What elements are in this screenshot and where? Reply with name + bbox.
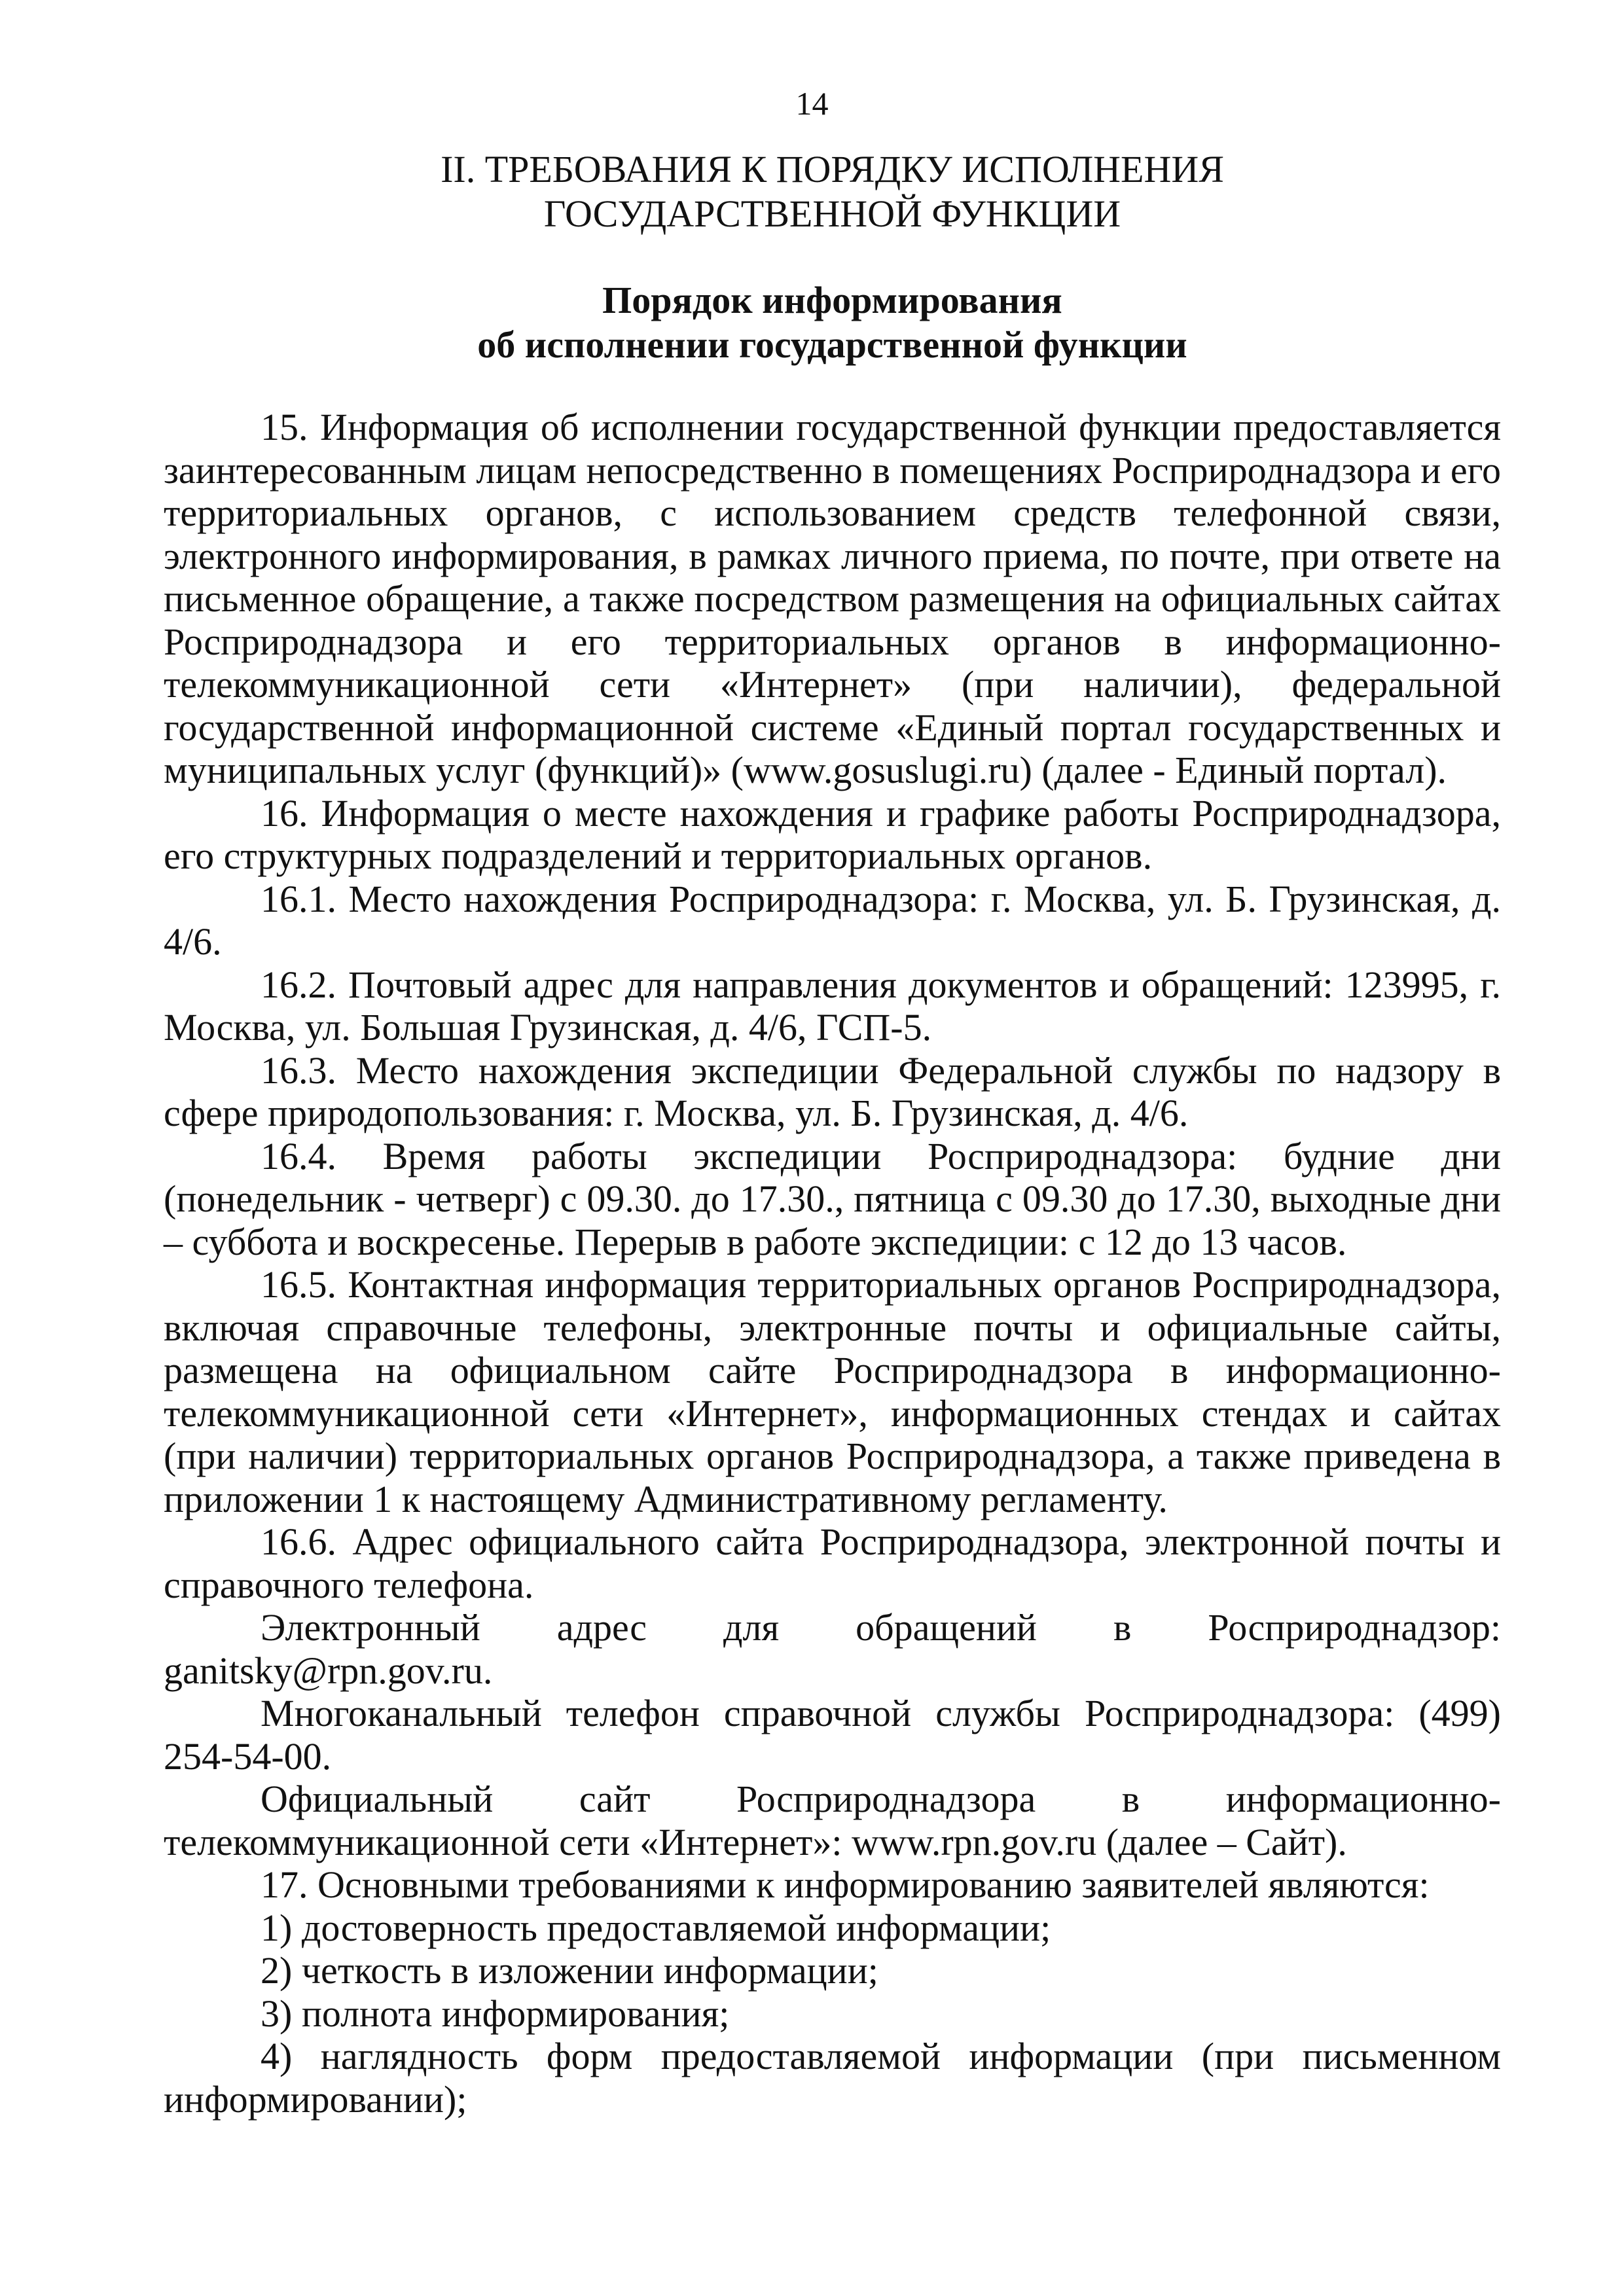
section-title-line-2: ГОСУДАРСТВЕННОЙ ФУНКЦИИ — [543, 192, 1121, 235]
list-item-4: 4) наглядность форм предоставляемой информации (при письменном информировании); — [164, 2035, 1501, 2121]
paragraph-17: 17. Основными требованиями к информированию заявителей являются: — [261, 1863, 1430, 1906]
subsection-title-line-1: Порядок информирования — [602, 279, 1062, 321]
paragraph-email: Электронный адрес для обращений в Росприроднадзор: ganitsky@rpn.gov.ru. — [164, 1606, 1501, 1692]
subsection-title — [164, 278, 1501, 367]
paragraph-16-6: 16.6. Адрес официального сайта Росприроднадзора, электронной почты и справочного телефона. — [164, 1520, 1501, 1606]
page-number: 14 — [795, 85, 829, 122]
list-item-3: 3) полнота информирования; — [261, 1992, 730, 2035]
section-title — [164, 147, 1501, 236]
paragraph-16-2: 16.2. Почтовый адрес для направления документов и обращений: 123995, г. Москва, ул. Большая Грузинская, д. 4/6, ГСП-5. — [164, 963, 1501, 1049]
document-body — [164, 406, 1501, 2121]
paragraph-phone: Многоканальный телефон справочной службы Росприроднадзора: (499) 254-54-00. — [164, 1692, 1501, 1778]
list-item-2: 2) четкость в изложении информации; — [261, 1949, 878, 1992]
paragraph-16-3: 16.3. Место нахождения экспедиции Федеральной службы по надзору в сфере природопользования: г. Москва, ул. Б. Грузинская, д. 4/6. — [164, 1049, 1501, 1134]
paragraph-website: Официальный сайт Росприроднадзора в информационно-телекоммуникационной сети «Интернет»: www.rpn.gov.ru (далее – Сайт). — [164, 1778, 1501, 1863]
paragraph-16-4: 16.4. Время работы экспедиции Росприроднадзора: будние дни (понедельник - четверг) с 09.30. до 17.30., пятница с 09.30 до 17.30, выходные дни – суббота и воскресенье. Перерыв в работе экспедиции: с 12 до 13 часов. — [164, 1134, 1501, 1263]
paragraph-15: 15. Информация об исполнении государственной функции предоставляется заинтересованным лицам непосредственно в помещениях Росприроднадзора и его территориальных органов, с использованием средств телефонной связи, электронного информирования, в рамках личного приема, по почте, при ответе на письменное обращение, а также посредством размещения на официальных сайтах Росприроднадзора и его территориальных органов в информационно-телекоммуникационной сети «Интернет» (при наличии), федеральной государственной информационной системе «Единый портал государственных и муниципальных услуг (функций)» (www.gosuslugi.ru) (далее - Единый портал). — [164, 406, 1501, 791]
subsection-title-line-2: об исполнении государственной функции — [477, 323, 1187, 366]
paragraph-16-1: 16.1. Место нахождения Росприроднадзора: г. Москва, ул. Б. Грузинская, д. 4/6. — [164, 877, 1501, 963]
section-title-line-1: II. ТРЕБОВАНИЯ К ПОРЯДКУ ИСПОЛНЕНИЯ — [441, 148, 1224, 190]
paragraph-16: 16. Информация о месте нахождения и графике работы Росприроднадзора, его структурных подразделений и территориальных органов. — [164, 791, 1501, 877]
list-item-1: 1) достоверность предоставляемой информации; — [261, 1906, 1051, 1949]
paragraph-16-5: 16.5. Контактная информация территориальных органов Росприроднадзора, включая справочные телефоны, электронные почты и официальные сайты, размещена на официальном сайте Росприроднадзора в информационно-телекоммуникационной сети «Интернет», информационных стендах и сайтах (при наличии) территориальных органов Росприроднадзора, а также приведена в приложении 1 к настоящему Административному регламенту. — [164, 1263, 1501, 1520]
